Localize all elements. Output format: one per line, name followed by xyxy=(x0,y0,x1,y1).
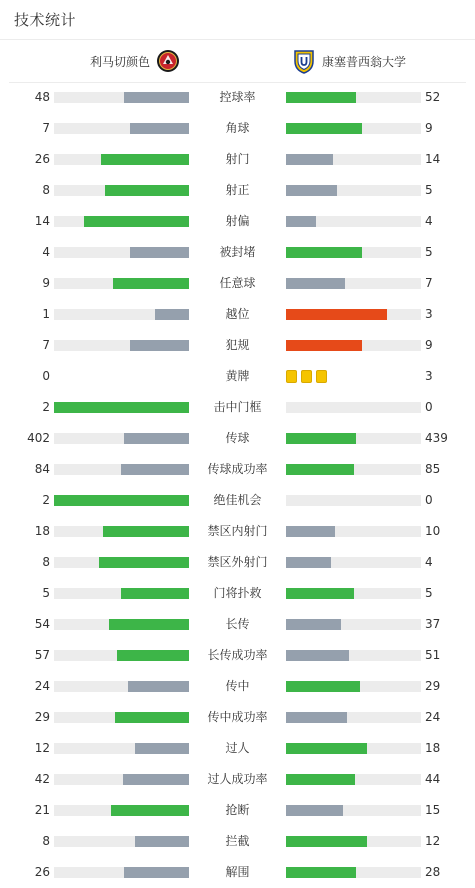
away-bar-track xyxy=(286,278,421,289)
home-bar-track xyxy=(54,805,189,816)
away-value: 3 xyxy=(425,307,433,321)
home-bar-fill xyxy=(111,805,189,816)
away-value: 7 xyxy=(425,276,433,290)
away-value: 439 xyxy=(425,431,448,445)
home-value: 8 xyxy=(42,183,50,197)
away-bar-track xyxy=(286,526,421,537)
home-value: 1 xyxy=(42,307,50,321)
stat-label: 拦截 xyxy=(225,834,250,848)
stat-row xyxy=(0,516,475,547)
page-header xyxy=(0,0,475,40)
away-bar-track xyxy=(286,557,421,568)
home-bar-fill xyxy=(105,185,189,196)
stat-label: 被封堵 xyxy=(219,245,256,259)
away-bar-fill xyxy=(286,154,333,165)
away-bar-fill xyxy=(286,92,356,103)
stat-row xyxy=(0,361,475,392)
away-bar-track xyxy=(286,681,421,692)
teams-header xyxy=(9,40,466,83)
home-bar-track xyxy=(54,588,189,599)
away-bar-track xyxy=(286,712,421,723)
home-value: 42 xyxy=(34,772,50,786)
away-bar-track xyxy=(286,805,421,816)
home-bar-fill xyxy=(135,836,189,847)
home-value: 5 xyxy=(42,586,50,600)
home-bar-fill xyxy=(128,681,189,692)
stat-label: 传球成功率 xyxy=(207,462,268,476)
stat-label: 传球 xyxy=(225,431,250,445)
away-value: 51 xyxy=(425,648,441,662)
away-bar-track xyxy=(286,123,421,134)
away-value: 9 xyxy=(425,338,433,352)
home-value: 26 xyxy=(34,152,50,166)
away-value: 37 xyxy=(425,617,441,631)
away-bar-track xyxy=(286,495,421,506)
stat-row xyxy=(0,795,475,826)
away-bar-track xyxy=(286,154,421,165)
home-value: 24 xyxy=(34,679,50,693)
home-bar-track xyxy=(54,464,189,475)
home-value: 29 xyxy=(34,710,50,724)
away-bar-fill xyxy=(286,340,362,351)
home-team-name: 利马切颜色 xyxy=(89,54,150,69)
away-bar-fill xyxy=(286,464,354,475)
stat-row xyxy=(0,268,475,299)
home-bar-track xyxy=(54,743,189,754)
away-bar-fill xyxy=(286,619,341,630)
home-value: 54 xyxy=(34,617,50,631)
home-bar-fill xyxy=(54,495,189,506)
away-bar-fill xyxy=(286,557,331,568)
away-bar-fill xyxy=(286,650,349,661)
stat-label: 射正 xyxy=(225,183,250,197)
away-value: 28 xyxy=(425,865,441,879)
away-bar-fill xyxy=(286,433,356,444)
away-value: 0 xyxy=(425,493,433,507)
home-bar-fill xyxy=(101,154,189,165)
away-bar-fill xyxy=(286,247,362,258)
stat-row xyxy=(0,423,475,454)
away-bar-track xyxy=(286,216,421,227)
stat-row xyxy=(0,82,475,113)
home-value: 4 xyxy=(42,245,50,259)
stat-row xyxy=(0,733,475,764)
stat-label: 过人成功率 xyxy=(207,772,268,786)
away-bar-track xyxy=(286,743,421,754)
home-value: 26 xyxy=(34,865,50,879)
stat-row xyxy=(0,454,475,485)
stat-label: 绝佳机会 xyxy=(213,493,262,507)
away-value: 29 xyxy=(425,679,441,693)
away-bar-fill xyxy=(286,309,387,320)
away-bar-track xyxy=(286,774,421,785)
stat-row xyxy=(0,547,475,578)
home-bar-track xyxy=(54,712,189,723)
stat-label: 射门 xyxy=(225,152,250,166)
away-bar-fill xyxy=(286,836,367,847)
home-bar-fill xyxy=(124,867,189,878)
away-team[interactable] xyxy=(292,48,406,74)
stat-row xyxy=(0,764,475,795)
home-value: 0 xyxy=(42,369,50,383)
home-value: 8 xyxy=(42,555,50,569)
home-bar-track xyxy=(54,185,189,196)
away-bar-fill xyxy=(286,185,337,196)
stat-row xyxy=(0,640,475,671)
away-team-name: 康塞普西翁大学 xyxy=(322,54,407,69)
home-bar-track xyxy=(54,309,189,320)
away-bar-fill xyxy=(286,867,356,878)
away-bar-track xyxy=(286,92,421,103)
home-bar-track xyxy=(54,557,189,568)
away-bar-track xyxy=(286,185,421,196)
stat-label: 击中门框 xyxy=(213,400,262,414)
away-bar-fill xyxy=(286,681,360,692)
away-bar-fill xyxy=(286,588,354,599)
stat-label: 门将扑救 xyxy=(213,586,262,600)
stat-label: 传中 xyxy=(225,679,250,693)
stat-row xyxy=(0,175,475,206)
away-bar-track xyxy=(286,402,421,413)
away-value: 5 xyxy=(425,245,433,259)
stat-row xyxy=(0,144,475,175)
stat-row xyxy=(0,857,475,888)
away-bar-track xyxy=(286,867,421,878)
stat-label: 射偏 xyxy=(225,214,250,228)
away-bar-fill xyxy=(286,712,347,723)
stat-label: 过人 xyxy=(225,741,250,755)
home-bar-fill xyxy=(124,92,189,103)
home-bar-fill xyxy=(130,247,189,258)
yellow-cards xyxy=(286,370,327,383)
home-bar-fill xyxy=(130,123,189,134)
home-bar-fill xyxy=(99,557,189,568)
stat-row xyxy=(0,113,475,144)
home-bar-track xyxy=(54,836,189,847)
page-title: 技术统计 xyxy=(14,11,77,29)
home-value: 7 xyxy=(42,338,50,352)
away-value: 44 xyxy=(425,772,441,786)
stat-row xyxy=(0,330,475,361)
home-value: 8 xyxy=(42,834,50,848)
stat-label: 犯规 xyxy=(225,338,250,352)
away-value: 15 xyxy=(425,803,441,817)
away-bar-fill xyxy=(286,743,367,754)
home-value: 402 xyxy=(27,431,50,445)
away-team-logo-icon xyxy=(292,48,316,74)
away-value: 5 xyxy=(425,586,433,600)
stat-label: 角球 xyxy=(225,121,250,135)
stat-row xyxy=(0,485,475,516)
away-value: 4 xyxy=(425,555,433,569)
yellow-card-icon xyxy=(316,370,327,383)
home-bar-fill xyxy=(115,712,189,723)
home-value: 14 xyxy=(34,214,50,228)
away-value: 10 xyxy=(425,524,441,538)
home-bar-fill xyxy=(117,650,189,661)
home-value: 57 xyxy=(34,648,50,662)
home-value: 9 xyxy=(42,276,50,290)
stat-row xyxy=(0,671,475,702)
away-bar-track xyxy=(286,309,421,320)
away-bar-track xyxy=(286,433,421,444)
away-bar-fill xyxy=(286,526,335,537)
stat-row xyxy=(0,299,475,330)
away-bar-track xyxy=(286,588,421,599)
stat-row xyxy=(0,578,475,609)
away-value: 5 xyxy=(425,183,433,197)
stat-row xyxy=(0,826,475,857)
stat-label: 越位 xyxy=(225,307,250,321)
home-bar-fill xyxy=(54,402,189,413)
home-bar-fill xyxy=(121,588,189,599)
stat-label: 控球率 xyxy=(219,90,256,104)
stat-label: 长传成功率 xyxy=(207,648,268,662)
home-value: 2 xyxy=(42,400,50,414)
stat-label: 黄牌 xyxy=(225,369,250,383)
home-bar-track xyxy=(54,92,189,103)
home-bar-track xyxy=(54,123,189,134)
away-bar-fill xyxy=(286,216,316,227)
stat-label: 传中成功率 xyxy=(207,710,268,724)
home-value: 2 xyxy=(42,493,50,507)
home-bar-fill xyxy=(109,619,189,630)
home-bar-track xyxy=(54,340,189,351)
home-bar-track xyxy=(54,774,189,785)
away-value: 14 xyxy=(425,152,441,166)
stat-row xyxy=(0,392,475,423)
home-bar-track xyxy=(54,402,189,413)
away-bar-track xyxy=(286,619,421,630)
home-bar-fill xyxy=(113,278,189,289)
home-bar-track xyxy=(54,867,189,878)
home-bar-track xyxy=(54,154,189,165)
away-value: 52 xyxy=(425,90,441,104)
home-bar-track xyxy=(54,681,189,692)
stat-label: 任意球 xyxy=(219,276,256,290)
away-value: 85 xyxy=(425,462,441,476)
home-bar-fill xyxy=(84,216,189,227)
yellow-card-icon xyxy=(301,370,312,383)
stat-row xyxy=(0,237,475,268)
away-bar-fill xyxy=(286,805,343,816)
home-bar-track xyxy=(54,650,189,661)
away-bar-track xyxy=(286,650,421,661)
away-value: 24 xyxy=(425,710,441,724)
home-bar-fill xyxy=(155,309,189,320)
home-bar-track xyxy=(54,216,189,227)
home-bar-fill xyxy=(121,464,189,475)
stat-label: 抢断 xyxy=(225,803,250,817)
away-bar-fill xyxy=(286,774,355,785)
home-value: 48 xyxy=(34,90,50,104)
away-value: 3 xyxy=(425,369,433,383)
away-bar-track xyxy=(286,464,421,475)
stat-label: 解围 xyxy=(225,865,250,879)
yellow-card-icon xyxy=(286,370,297,383)
away-bar-fill xyxy=(286,123,362,134)
stat-label: 禁区内射门 xyxy=(207,524,268,538)
home-bar-track xyxy=(54,247,189,258)
home-bar-track xyxy=(54,619,189,630)
away-value: 4 xyxy=(425,214,433,228)
home-value: 84 xyxy=(34,462,50,476)
away-value: 18 xyxy=(425,741,441,755)
home-bar-track xyxy=(54,526,189,537)
home-value: 18 xyxy=(34,524,50,538)
stat-row xyxy=(0,609,475,640)
home-value: 21 xyxy=(34,803,50,817)
away-value: 0 xyxy=(425,400,433,414)
away-value: 12 xyxy=(425,834,441,848)
home-bar-track xyxy=(54,433,189,444)
stat-label: 长传 xyxy=(225,617,250,631)
home-value: 7 xyxy=(42,121,50,135)
home-bar-fill xyxy=(103,526,189,537)
away-bar-track xyxy=(286,340,421,351)
away-bar-track xyxy=(286,836,421,847)
home-bar-track xyxy=(54,495,189,506)
stat-row xyxy=(0,206,475,237)
home-bar-track xyxy=(54,278,189,289)
home-team-logo-icon xyxy=(156,48,180,74)
away-value: 9 xyxy=(425,121,433,135)
stat-label: 禁区外射门 xyxy=(207,555,268,569)
home-bar-fill xyxy=(135,743,189,754)
home-bar-fill xyxy=(130,340,189,351)
home-bar-fill xyxy=(123,774,189,785)
home-value: 12 xyxy=(34,741,50,755)
home-team[interactable] xyxy=(90,48,180,74)
away-bar-track xyxy=(286,247,421,258)
stat-row xyxy=(0,702,475,733)
home-bar-fill xyxy=(124,433,189,444)
away-bar-fill xyxy=(286,278,345,289)
